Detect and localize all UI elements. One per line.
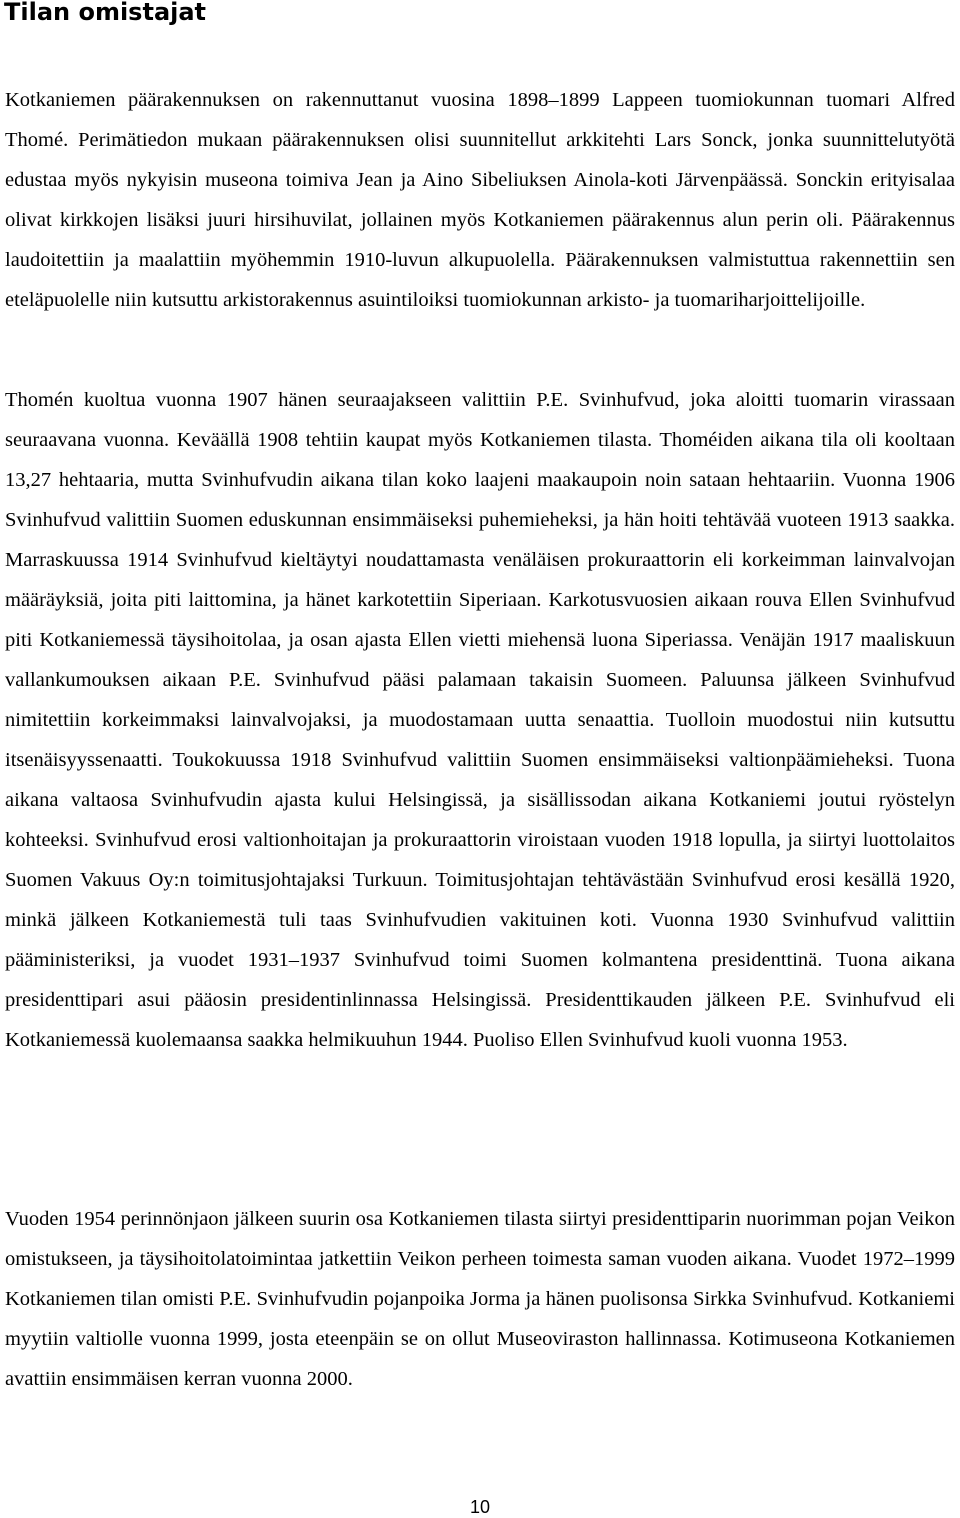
page-number: 10 — [469, 1497, 491, 1517]
page-heading: Tilan omistajat — [4, 0, 207, 26]
paragraph-3: Vuoden 1954 perinnönjaon jälkeen suurin osa Kotkaniemen tilasta siirtyi presidenttiparin nuorimman pojan Veikon omistukseen, ja täysihoitolatoimintaa jatkettiin Veikon perheen toimesta saman vuoden aikana. Vuodet 1972–1999 Kotkaniemen tilan omisti P.E. Svinhufvudin pojanpoika Jorma ja hänen puolisonsa Sirkka Svinhufvud. Kotkaniemi myytiin valtiolle vuonna 1999, josta eteenpäin se on ollut Museoviraston hallinnassa. Kotimuseona Kotkaniemen avattiin ensimmäisen kerran vuonna 2000. — [5, 1208, 955, 1390]
paragraph-1: Kotkaniemen päärakennuksen on rakennuttanut vuosina 1898–1899 Lappeen tuomiokunnan tuomari Alfred Thomé. Perimätiedon mukaan päärakennuksen olisi suunnitellut arkkitehti Lars Sonck, jonka suunnittelutyötä edustaa myös nykyisin museona toimiva Jean ja Aino Sibeliuksen Ainola-koti Järvenpäässä. Sonckin erityisalaa olivat kirkkojen lisäksi juuri hirsihuvilat, jollainen myös Kotkaniemen päärakennus alun perin oli. Päärakennus laudoitettiin ja maalattiin myöhemmin 1910-luvun alkupuolella. Päärakennuksen valmistuttua rakennettiin sen eteläpuolelle niin kutsuttu arkistorakennus asuintiloiksi tuomiokunnan arkisto- ja tuomariharjoittelijoille. — [5, 89, 955, 311]
paragraph-2: Thomén kuoltua vuonna 1907 hänen seuraajakseen valittiin P.E. Svinhufvud, joka aloitti tuomarin virassaan seuraavana vuonna. Keväällä 1908 tehtiin kaupat myös Kotkaniemen tilasta. Thoméiden aikana tila oli kooltaan 13,27 hehtaaria, mutta Svinhufvudin aikana tilan koko laajeni maakaupoin noin sataan hehtaariin. Vuonna 1906 Svinhufvud valittiin Suomen eduskunnan ensimmäiseksi puhemieheksi, ja hän hoiti tehtävää vuoteen 1913 saakka. Marraskuussa 1914 Svinhufvud kieltäytyi noudattamasta venäläisen prokuraattorin eli korkeimman lainvalvojan määräyksiä, joita piti laittomina, ja hänet karkotettiin Siperiaan. Karkotusvuosien aikaan rouva Ellen Svinhufvud piti Kotkaniemessä täysihoitolaa, ja osan ajasta Ellen vietti miehensä luona Siperiassa. Venäjän 1917 maaliskuun vallankumouksen aikaan P.E. Svinhufvud pääsi palamaan takaisin Suomeen. Paluunsa jälkeen Svinhufvud nimitettiin korkeimmaksi lainvalvojaksi, ja muodostamaan uutta senaattia. Tuolloin muodostui niin kutsuttu itsenäisyyssenaatti. Toukokuussa 1918 Svinhufvud valittiin Suomen ensimmäiseksi valtionpäämieheksi. Tuona aikana valtaosa Svinhufvudin ajasta kului Helsingissä, ja sisällissodan aikana Kotkaniemi joutui ryöstelyn kohteeksi. Svinhufvud erosi valtionhoitajan ja prokuraattorin viroistaan vuoden 1918 lopulla, ja siirtyi luottolaitos Suomen Vakuus Oy:n toimitusjohtajaksi Turkuun. Toimitusjohtajan tehtävästään Svinhufvud erosi kesällä 1920, minkä jälkeen Kotkaniemestä tuli taas Svinhufvudien vakituinen koti. Vuonna 1930 Svinhufvud valittiin pääministeriksi, ja vuodet 1931–1937 Svinhufvud toimi Suomen kolmantena presidenttinä. Tuona aikana presidenttipari asui pääosin presidentinlinnassa Helsingissä. Presidenttikauden jälkeen P.E. Svinhufvud eli Kotkaniemessä kuolemaansa saakka helmikuuhun 1944. Puoliso Ellen Svinhufvud kuoli vuonna 1953. — [5, 389, 955, 1051]
